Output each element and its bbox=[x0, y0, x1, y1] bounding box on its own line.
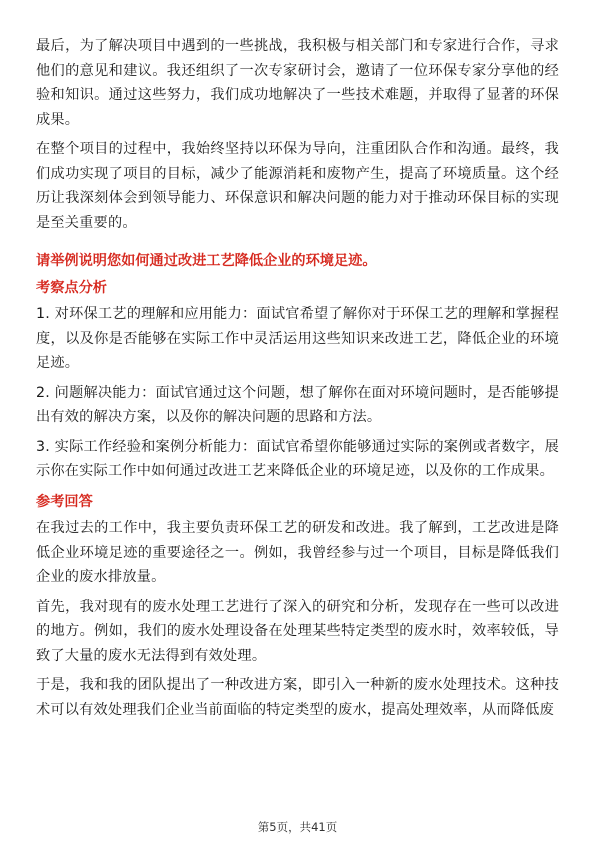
page-number-footer: 第5页，共41页 bbox=[257, 820, 338, 834]
answer-paragraph-2: 首先，我对现有的废水处理工艺进行了深入的研究和分析，发现存在一些可以改进的地方。例如，我们的废水处理设备在处理某些特定类型的废水时，效率较低，导致了大量的废水无法得到有效处理。 bbox=[36, 598, 559, 664]
answer-paragraph-3: 于是，我和我的团队提出了一种改进方案，即引入一种新的废水处理技术。这种技术可以有效处理我们企业当前面临的特定类型的废水，提高处理效率，从而降低废 bbox=[36, 677, 559, 718]
analysis-point-3: 3. 实际工作经验和案例分析能力：面试官希望你能够通过实际的案例或者数字，展示你在实际工作中如何通过改进工艺来降低企业的环境足迹，以及你的工作成果。 bbox=[36, 438, 559, 479]
question-title: 请举例说明您如何通过改进工艺降低企业的环境足迹。 bbox=[36, 253, 377, 269]
analysis-point-2: 2. 问题解决能力：面试官通过这个问题，想了解你在面对环境问题时，是否能够提出有效的解决方案，以及你的解决问题的思路和方法。 bbox=[36, 384, 559, 425]
answer-heading: 参考回答 bbox=[36, 493, 93, 510]
intro-paragraph-1: 最后，为了解决项目中遇到的一些挑战，我积极与相关部门和专家进行合作，寻求他们的意见和建议。我还组织了一次专家研讨会，邀请了一位环保专家分享他的经验和知识。通过这些努力，我们成功地解决了一些技术难题，并取得了显著的环保成果。 bbox=[36, 38, 559, 128]
intro-paragraph-2: 在整个项目的过程中，我始终坚持以环保为导向，注重团队合作和沟通。最终，我们成功实现了项目的目标，减少了能源消耗和废物产生，提高了环境质量。这个经历让我深刻体会到领导能力、环保意识和解决问题的能力对于推动环保目标的实现是至关重要的。 bbox=[36, 141, 559, 231]
answer-paragraph-1: 在我过去的工作中，我主要负责环保工艺的研发和改进。我了解到，工艺改进是降低企业环境足迹的重要途径之一。例如，我曾经参与过一个项目，目标是降低我们企业的废水排放量。 bbox=[36, 520, 559, 585]
analysis-heading: 考察点分析 bbox=[36, 279, 107, 296]
analysis-point-1: 1. 对环保工艺的理解和应用能力：面试官希望了解你对于环保工艺的理解和掌握程度，以及你是否能够在实际工作中灵活运用这些知识来改进工艺，降低企业的环境足迹。 bbox=[36, 306, 559, 371]
page-content bbox=[36, 34, 559, 727]
